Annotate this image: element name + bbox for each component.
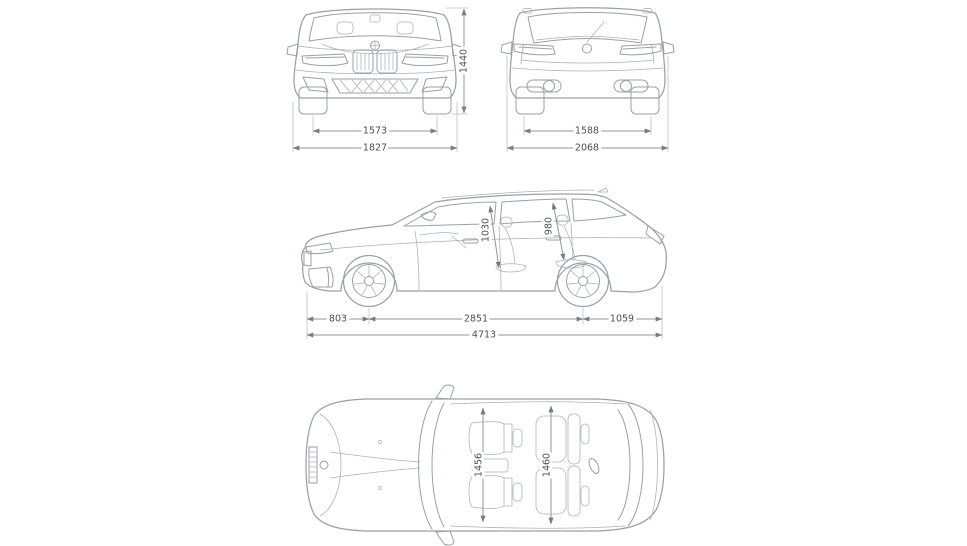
- top-body-outline: [306, 399, 664, 531]
- grille-slats: [357, 53, 393, 70]
- dim-label-wheelbase: 2851: [463, 313, 489, 325]
- interior-mirror: [370, 15, 380, 22]
- dim-label-interior-height-front: 1030: [480, 217, 492, 243]
- headlight-right: [402, 54, 448, 66]
- front-dimensions: [293, 8, 470, 154]
- dim-label-overall-length: 4713: [471, 329, 497, 341]
- rear-mirror-right: [663, 42, 674, 54]
- top-view: [306, 385, 664, 545]
- dim-label-overall-width: 1827: [362, 142, 388, 154]
- side-taillight: [646, 226, 664, 244]
- bmw-roundel-icon: [371, 41, 380, 50]
- side-mirror: [421, 212, 436, 220]
- roof-rail-antenna: [442, 188, 608, 198]
- dim-label-rear-overhang: 1059: [609, 313, 635, 325]
- side-headlight: [306, 243, 333, 254]
- top-grille: [309, 447, 317, 483]
- taillight-left: [514, 44, 555, 55]
- interior-height-dimensions: [481, 203, 565, 268]
- side-view: [302, 188, 667, 341]
- taillight-right: [620, 44, 661, 55]
- rear-mirror-left: [501, 42, 512, 54]
- exhaust-left: [544, 81, 555, 92]
- top-mirror-right: [436, 531, 454, 545]
- side-intake-left: [303, 77, 328, 92]
- dim-label-front-track: 1573: [362, 125, 388, 137]
- rear-window-arcs: [618, 404, 643, 526]
- headrest-right: [397, 22, 413, 34]
- top-grille-slats: [310, 452, 316, 477]
- rear-view: [501, 8, 674, 154]
- dim-line-interior-height-rear: [553, 203, 564, 260]
- length-dimensions: [307, 286, 662, 341]
- dim-label-interior-height-rear: 980: [543, 216, 555, 236]
- washer-nozzle-2: [379, 487, 382, 490]
- bmw-roundel-rear-icon: [583, 44, 592, 53]
- side-front-intake: [309, 267, 333, 287]
- headrest-left: [337, 22, 353, 34]
- tailgate-edge: [650, 410, 658, 520]
- windshield-arcs: [419, 401, 445, 529]
- hood-lines: [320, 414, 420, 516]
- dim-label-width-mirrors: 2068: [574, 142, 600, 154]
- rear-dimensions: [507, 56, 668, 154]
- dim-label-rear-track: 1588: [574, 125, 600, 137]
- bumper-crease: [296, 70, 454, 74]
- front-view: [287, 8, 470, 154]
- front-windshield: [309, 13, 441, 41]
- dim-label-interior-width-rear: 1460: [541, 452, 553, 478]
- interior-width-dimensions: [474, 406, 553, 524]
- bmw-roundel-top-icon: [320, 461, 328, 469]
- dim-label-height: 1440: [458, 48, 470, 74]
- dim-label-interior-width-front: 1456: [473, 452, 485, 478]
- roof-antenna-fin: [587, 457, 601, 475]
- rear-door-window: [500, 199, 570, 224]
- headlight-left: [302, 54, 348, 66]
- rear-window: [528, 13, 647, 44]
- washer-nozzle-1: [379, 441, 382, 444]
- quarter-window: [572, 199, 626, 221]
- dim-label-front-overhang: 803: [328, 313, 348, 325]
- side-intake-right: [422, 77, 447, 92]
- intake-mesh: [340, 80, 408, 92]
- top-mirror-left: [436, 385, 454, 399]
- exhaust-right: [621, 81, 632, 92]
